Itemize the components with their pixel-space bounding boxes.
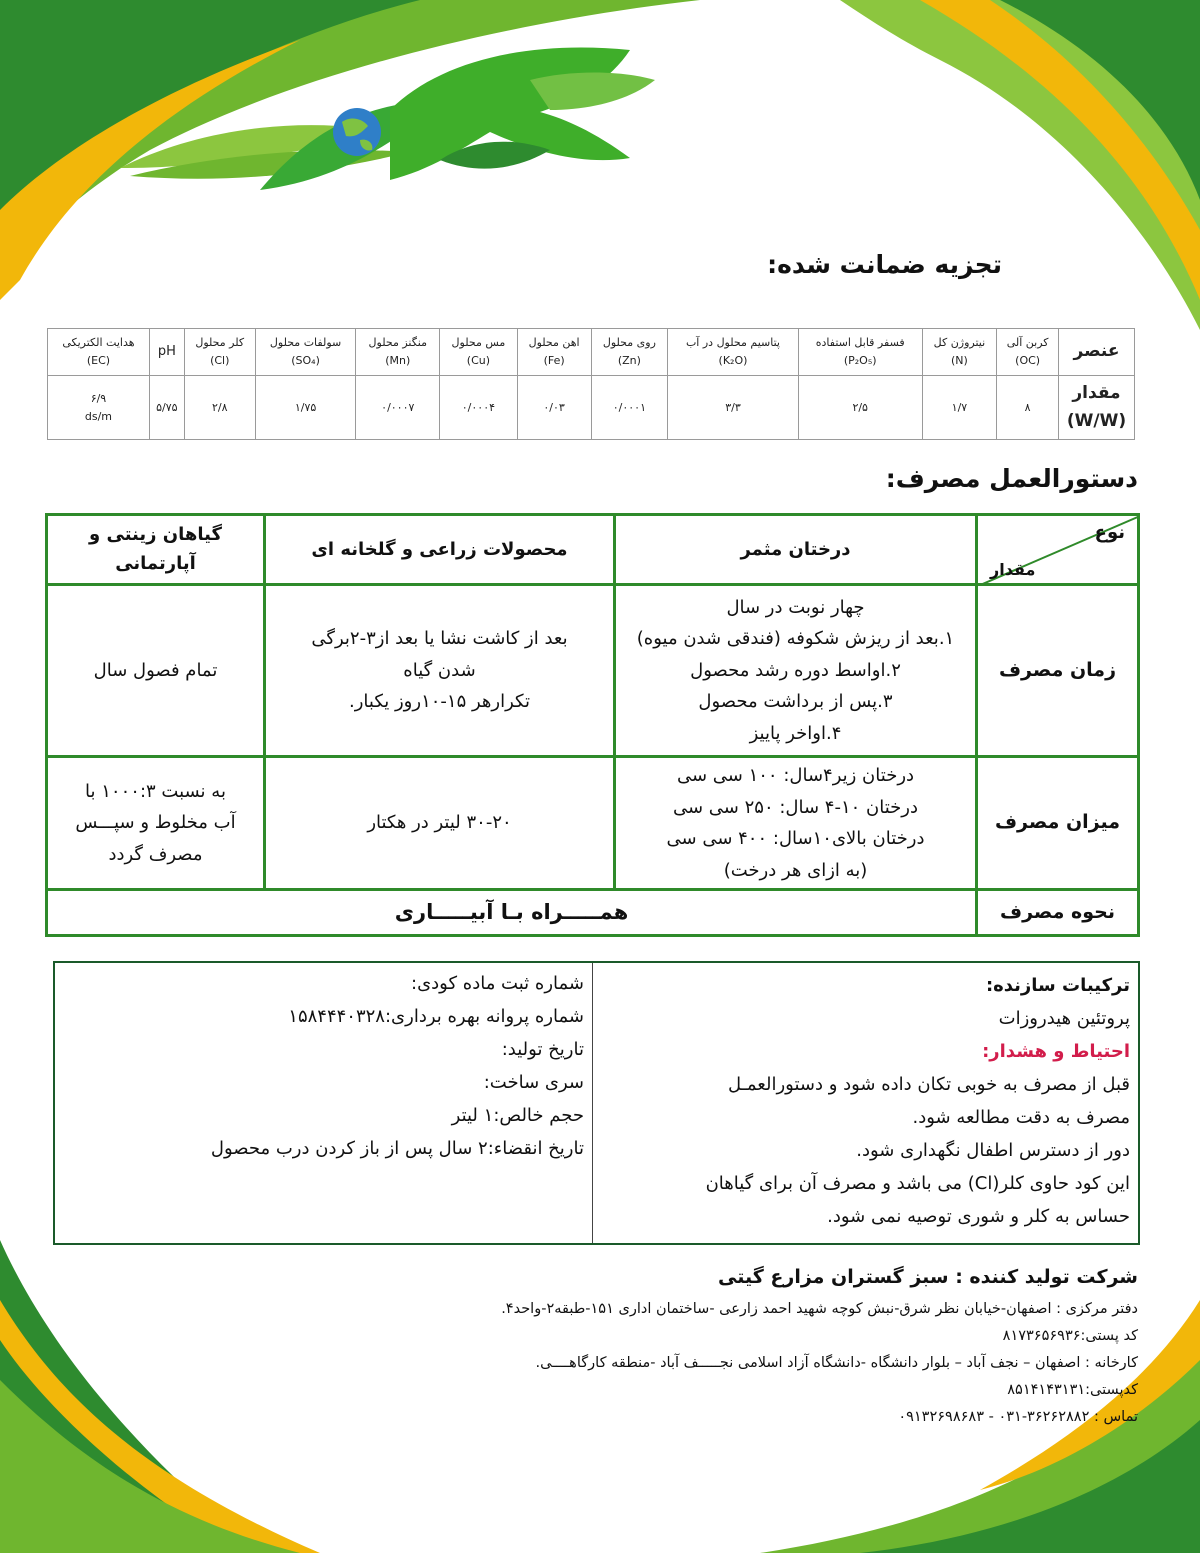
val-fe: ۰/۰۳ [517, 376, 591, 440]
col-n: نیتروژن کل (N) [922, 329, 997, 376]
col-ec: هدایت الکتریکی (EC) [48, 329, 150, 376]
usage-method-label: نحوه مصرف [977, 890, 1139, 936]
composition-box [53, 961, 1140, 1245]
col-fruit-trees: درختان مثمر [615, 515, 977, 585]
registration-number: شماره ثبت ماده کودی: [411, 973, 584, 994]
warning-line: حساس به کلر و شوری توصیه نمی شود. [827, 1206, 1130, 1227]
val-mn: ۰/۰۰۰۷ [356, 376, 440, 440]
usage-time-label: زمان مصرف [977, 585, 1139, 757]
contact-phones: تماس : ۳۶۲۶۲۸۸۲-۰۳۱ - ۰۹۱۳۲۶۹۸۶۸۳ [898, 1409, 1138, 1425]
val-ec: ۶/۹ ds/m [48, 376, 150, 440]
warning-line: قبل از مصرف به خوبی تکان داده شود و دستورالعمـل [727, 1074, 1130, 1095]
col-ornamental: گیاهان زینتی و آپارتمانی [47, 515, 265, 585]
val-zn: ۰/۰۰۰۱ [591, 376, 668, 440]
value-header: مقدار (W/W) [1059, 376, 1135, 440]
batch-number: سری ساخت: [483, 1072, 584, 1093]
col-oc: کربن آلی (OC) [997, 329, 1059, 376]
warning-line: دور از دسترس اطفال نگهداری شود. [856, 1140, 1130, 1161]
warning-line: مصرف به دقت مطالعه شود. [912, 1107, 1130, 1128]
col-ph: pH [149, 329, 184, 376]
usage-method-value: همـــــراه بـا آبیـــــاری [47, 890, 977, 936]
usage-time-fruit: چهار نوبت در سال ۱.بعد از ریزش شکوفه (فندقی شدن میوه) ۲.اواسط دوره رشد محصول ۳.پس از برداشت محصول ۴.اواخر پاییز [615, 585, 977, 757]
col-fe: اهن محلول (Fe) [517, 329, 591, 376]
brand-logo [110, 40, 670, 220]
usage-time-crops: بعد از کاشت نشا یا بعد از۳-۲برگی شدن گیاه تکرارهر ۱۵-۱۰روز یکبار. [265, 585, 615, 757]
company-info [138, 1266, 1138, 1431]
usage-title: دستورالعمل مصرف: [885, 464, 1138, 493]
element-header: عنصر [1059, 329, 1135, 376]
col-so4: سولفات محلول (SO₄) [255, 329, 356, 376]
col-field-crops: محصولات زراعی و گلخانه ای [265, 515, 615, 585]
analysis-title: تجزیه ضمانت شده: [767, 250, 1002, 279]
col-mn: منگنز محلول (Mn) [356, 329, 440, 376]
val-cl: ۲/۸ [184, 376, 255, 440]
val-cu: ۰/۰۰۰۴ [440, 376, 517, 440]
corner-type-label: نوع [1094, 522, 1125, 543]
val-p2o5: ۲/۵ [798, 376, 922, 440]
val-oc: ۸ [997, 376, 1059, 440]
usage-amount-label: میزان مصرف [977, 757, 1139, 890]
expiry-date: تاریخ انقضاء:۲ سال پس از باز کردن درب محصول [210, 1138, 584, 1159]
val-k2o: ۳/۳ [668, 376, 799, 440]
office-postal-code: کد پستی:۸۱۷۳۶۵۶۹۳۶ [1002, 1328, 1138, 1344]
net-volume: حجم خالص:۱ لیتر [451, 1105, 584, 1126]
usage-amount-fruit: درختان زیر۴سال: ۱۰۰ سی سی درختان ۱۰-۴ سال: ۲۵۰ سی سی درختان بالای۱۰سال: ۴۰۰ سی سی (به ازای هر درخت) [615, 757, 977, 890]
warning-heading: احتیاط و هشدار: [982, 1041, 1130, 1062]
col-zn: روی محلول (Zn) [591, 329, 668, 376]
usage-table [45, 513, 1140, 937]
analysis-table [47, 328, 1135, 440]
usage-amount-crops: ۳۰-۲۰ لیتر در هکتار [265, 757, 615, 890]
usage-time-ornamental: تمام فصول سال [47, 585, 265, 757]
val-ph: ۵/۷۵ [149, 376, 184, 440]
company-name: شرکت تولید کننده : سبز گستران مزارع گیتی [718, 1266, 1138, 1288]
warning-line: این کود حاوی کلر(Cl) می باشد و مصرف آن برای گیاهان [705, 1173, 1130, 1194]
factory-address: کارخانه : اصفهان – نجف آباد – بلوار دانشگاه -دانشگاه آزاد اسلامی نجـــــف آباد -منطقه کارگاهــــی. [535, 1355, 1138, 1371]
composition-item: پروتئین هیدروزات [998, 1008, 1130, 1029]
col-cl: کلر محلول (Cl) [184, 329, 255, 376]
office-address: دفتر مرکزی : اصفهان-خیابان نظر شرق-نبش کوچه شهید احمد زارعی -ساختمان اداری ۱۵۱-طبقه۲-واحد۴. [501, 1301, 1138, 1317]
production-date: تاریخ تولید: [501, 1039, 584, 1060]
col-k2o: پتاسیم محلول در آب (K₂O) [668, 329, 799, 376]
composition-heading: ترکیبات سازنده: [985, 975, 1130, 996]
val-n: ۱/۷ [922, 376, 997, 440]
col-p2o5: فسفر قابل استفاده (P₂O₅) [798, 329, 922, 376]
composition-warnings [592, 963, 1138, 1243]
type-amount-corner [977, 515, 1139, 585]
license-number: شماره پروانه بهره برداری:۱۵۸۴۴۴۰۳۲۸ [288, 1006, 584, 1027]
factory-postal-code: کدپستی:۸۵۱۴۱۴۳۱۳۱ [1007, 1382, 1138, 1398]
usage-amount-ornamental: به نسبت ۱۰۰۰:۳ با آب مخلوط و سپـــس مصرف گردد [47, 757, 265, 890]
corner-amount-label: مقدار [990, 560, 1036, 579]
val-so4: ۱/۷۵ [255, 376, 356, 440]
product-details [55, 963, 592, 1243]
col-cu: مس محلول (Cu) [440, 329, 517, 376]
